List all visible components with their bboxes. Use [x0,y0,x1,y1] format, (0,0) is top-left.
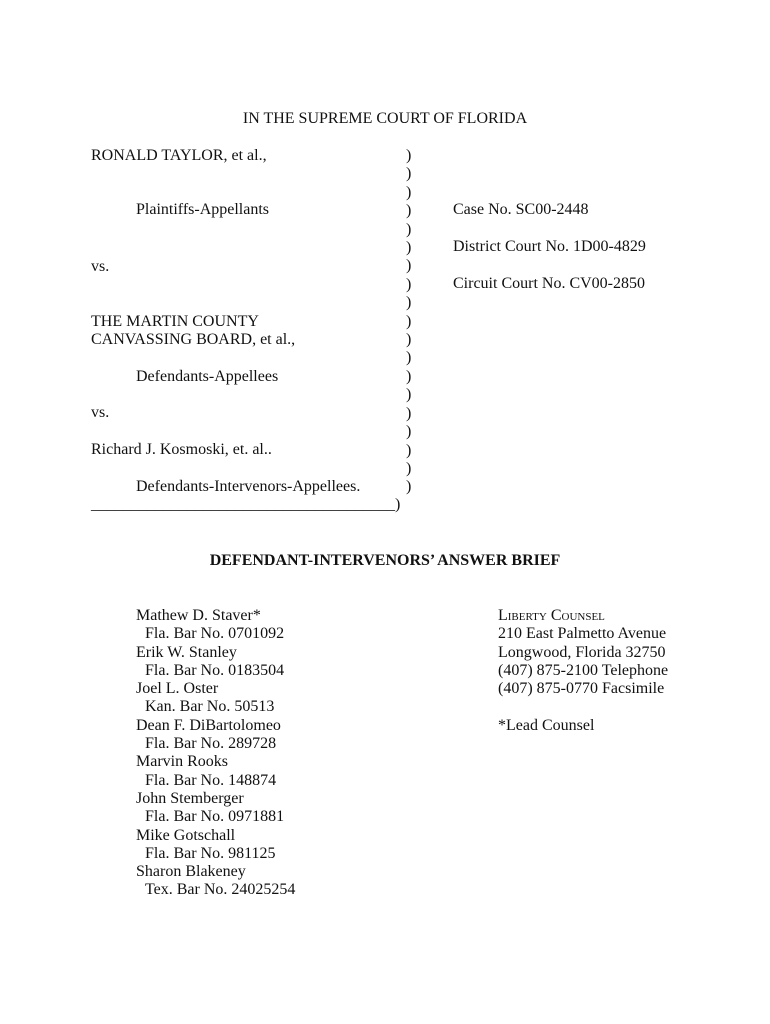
paren: ) [406,404,412,422]
paren: ) [406,331,412,349]
attorney-name: Mathew D. Staver* [136,607,261,624]
plaintiffs-role: Plaintiffs-Appellants [136,201,270,218]
case-number: Case No. SC00-2448 [453,201,589,218]
circuit-court-number: Circuit Court No. CV00-2850 [453,275,645,292]
paren: ) [406,220,412,238]
paren: ) [406,147,412,164]
attorney-bar-number: Fla. Bar No. 148874 [145,771,277,789]
attorney-name: Joel L. Oster [136,680,219,698]
plaintiffs-name: RONALD TAYLOR, et al., [91,147,267,164]
firm-address-line1: 210 East Palmetto Avenue [498,625,667,643]
paren: ) [406,294,412,312]
attorney-name: Mike Gotschall [136,826,236,844]
paren: ) [406,257,412,275]
caption-paren-column [406,147,411,497]
court-heading: IN THE SUPREME COURT OF FLORIDA [242,110,528,127]
paren: ) [406,478,412,496]
paren: ) [406,165,412,183]
attorney-name: Sharon Blakeney [136,863,246,881]
intervenors-role: Defendants-Intervenors-Appellees. [136,478,361,495]
paren: ) [406,386,412,404]
paren: ) [406,367,412,385]
paren: ) [406,183,412,201]
paren: ) [406,459,412,477]
attorney-name: Marvin Rooks [136,753,228,771]
paren: ) [406,349,412,367]
attorney-name: Erik W. Stanley [136,643,237,661]
attorney-bar-number: Fla. Bar No. 0701092 [145,625,285,643]
attorney-list [136,607,295,900]
paren: ) [406,312,412,330]
paren: ) [406,202,412,220]
attorney-bar-number: Kan. Bar No. 50513 [145,698,275,716]
firm-telephone: (407) 875-2100 Telephone [498,661,669,679]
attorney-bar-number: Fla. Bar No. 0971881 [145,808,285,826]
firm-name: Liberty Counsel [498,607,605,624]
paren: ) [406,441,412,459]
intervenors-name: Richard J. Kosmoski, et. al.. [91,441,272,458]
firm-address-line2: Longwood, Florida 32750 [498,643,666,661]
versus-2: vs. [91,404,110,421]
paren: ) [406,239,412,257]
defendants-name-line2: CANVASSING BOARD, et al., [91,331,296,348]
district-court-number: District Court No. 1D00-4829 [453,238,646,255]
defendants-name-line1: THE MARTIN COUNTY [91,313,259,330]
firm-facsimile: (407) 875-0770 Facsimile [498,680,665,698]
attorney-bar-number: Fla. Bar No. 981125 [145,844,276,862]
attorney-name: Dean F. DiBartolomeo [136,716,281,734]
lead-counsel-note: *Lead Counsel [498,716,595,734]
defendants-role: Defendants-Appellees [136,368,279,385]
versus-1: vs. [91,258,110,275]
brief-title: DEFENDANT-INTERVENORS’ ANSWER BRIEF [209,552,561,569]
firm-block [498,607,668,735]
caption-bottom-rule: ______________________________________) [91,496,401,513]
paren: ) [406,275,412,293]
attorney-bar-number: Fla. Bar No. 0183504 [145,661,285,679]
attorney-name: John Stemberger [136,789,244,807]
paren: ) [406,423,412,441]
attorney-bar-number: Fla. Bar No. 289728 [145,735,277,753]
attorney-bar-number: Tex. Bar No. 24025254 [145,881,296,899]
